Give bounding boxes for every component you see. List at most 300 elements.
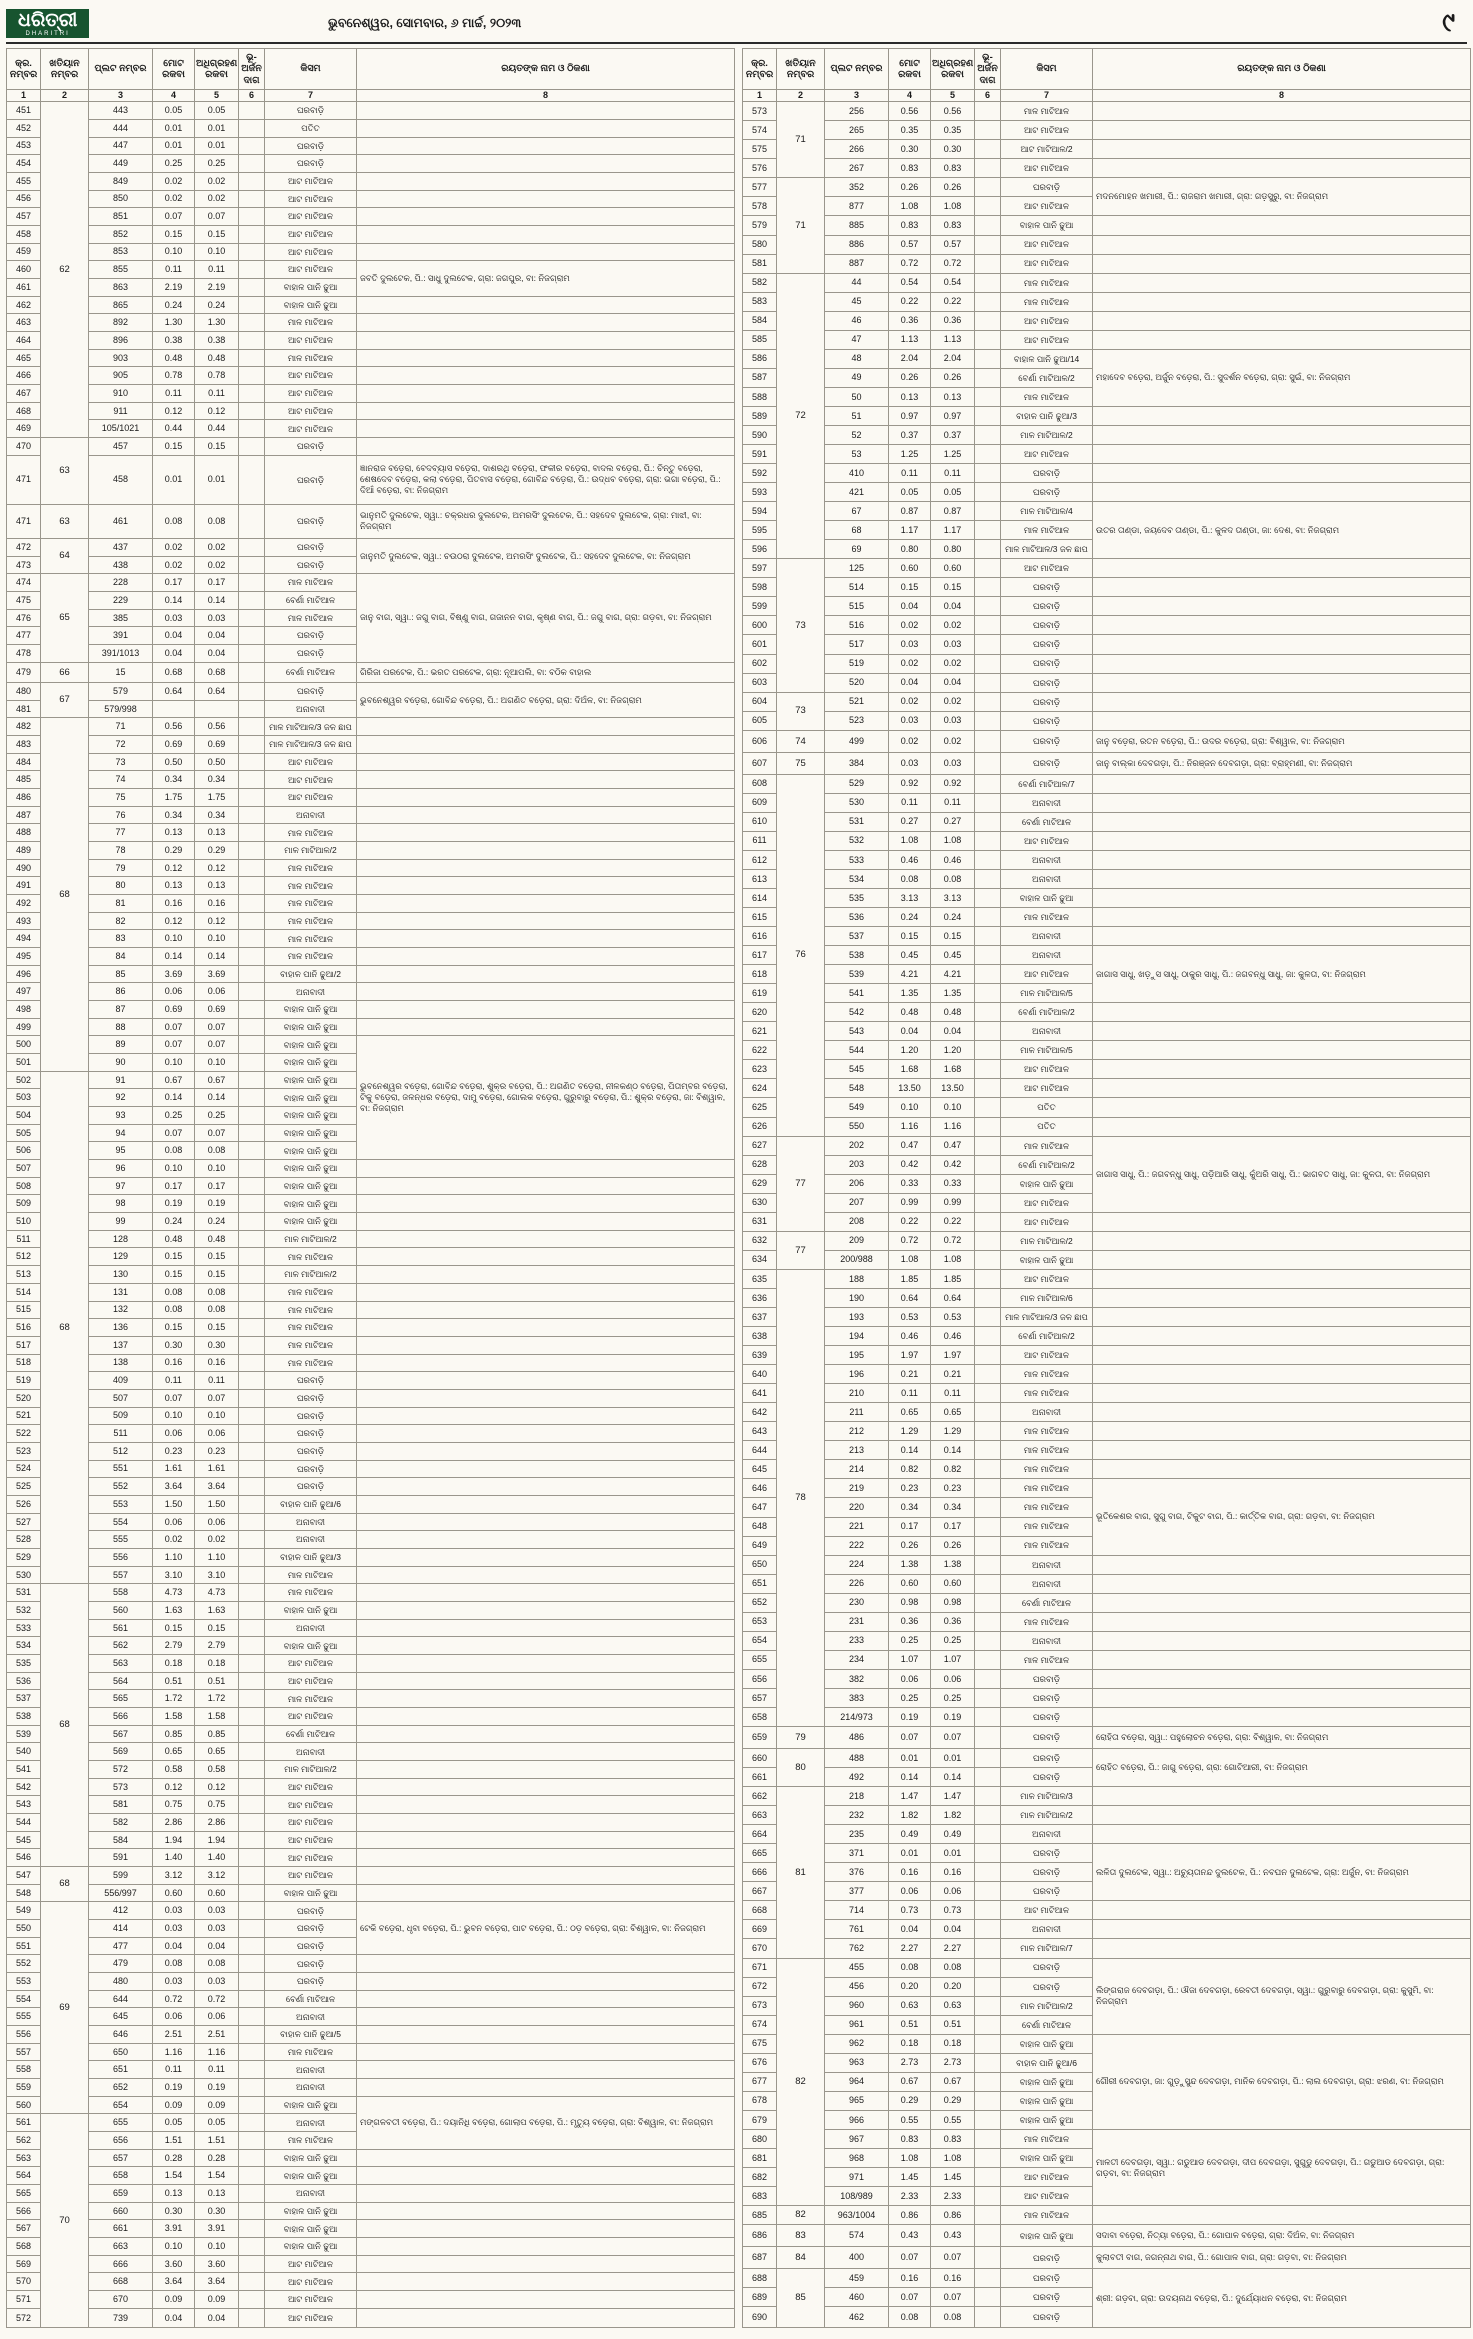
- cell-kisam: ଘରବାଡ଼ି: [265, 682, 357, 700]
- cell-kisam: ଘରବାଡ଼ି: [265, 1425, 357, 1443]
- cell-serial-number: 454: [7, 155, 41, 173]
- cell-plot-number: 566: [89, 1707, 153, 1725]
- cell-serial-number: 522: [7, 1425, 41, 1443]
- cell-serial-number: 571: [7, 2291, 41, 2309]
- cell-owner-name-address: [357, 2061, 735, 2079]
- table-row: [7, 1973, 735, 1991]
- cell-acquired-area: 0.12: [195, 912, 239, 930]
- table-row: [743, 1631, 1471, 1650]
- cell-bhu-arjan: [239, 2043, 265, 2061]
- cell-khata-number: 77: [777, 1136, 825, 1231]
- cell-owner-name-address: [357, 824, 735, 842]
- cell-serial-number: 625: [743, 1098, 777, 1117]
- cell-owner-name-address: [1093, 1825, 1471, 1844]
- cell-plot-number: 75: [89, 789, 153, 807]
- cell-acquired-area: 0.15: [195, 437, 239, 455]
- cell-plot-number: 376: [825, 1863, 889, 1882]
- cell-plot-number: 46: [825, 311, 889, 330]
- table-row: [743, 273, 1471, 292]
- cell-total-area: 2.33: [889, 2187, 931, 2206]
- cell-acquired-area: 1.85: [931, 1269, 975, 1288]
- table-row: [743, 1212, 1471, 1231]
- cell-acquired-area: 0.16: [195, 1354, 239, 1372]
- cell-acquired-area: 0.07: [195, 1124, 239, 1142]
- cell-plot-number: 212: [825, 1422, 889, 1441]
- cell-acquired-area: 0.46: [931, 850, 975, 869]
- column-number-2: 2: [777, 90, 825, 102]
- cell-acquired-area: 0.60: [931, 559, 975, 578]
- cell-total-area: 0.72: [889, 254, 931, 273]
- cell-serial-number: 572: [7, 2308, 41, 2327]
- cell-khata-number: 70: [41, 2114, 89, 2328]
- cell-kisam: ଆଟ ମାଟିଆଳ: [265, 1849, 357, 1867]
- cell-kisam: ଘରବାଡ଼ି: [265, 1389, 357, 1407]
- cell-total-area: 0.02: [889, 616, 931, 635]
- cell-bhu-arjan: [239, 1177, 265, 1195]
- cell-plot-number: 573: [89, 1778, 153, 1796]
- cell-plot-number: 444: [89, 119, 153, 137]
- cell-kisam: ମାଳ ମାଟିଆଳ: [265, 1690, 357, 1708]
- cell-total-area: 0.30: [153, 1336, 195, 1354]
- cell-bhu-arjan: [239, 1778, 265, 1796]
- cell-total-area: 0.03: [153, 609, 195, 627]
- cell-kisam: ଆଟ ମାଟିଆଳ: [1001, 254, 1093, 273]
- cell-serial-number: 452: [7, 119, 41, 137]
- cell-acquired-area: 1.38: [931, 1555, 975, 1574]
- cell-acquired-area: 0.01: [195, 119, 239, 137]
- cell-acquired-area: 0.06: [195, 1425, 239, 1443]
- cell-owner-name-address: [357, 1001, 735, 1019]
- cell-kisam: ମାଳ ମାଟିଆଳ/2: [265, 1230, 357, 1248]
- cell-total-area: 0.17: [889, 1517, 931, 1536]
- cell-total-area: 0.23: [889, 1479, 931, 1498]
- cell-owner-name-address: [357, 1778, 735, 1796]
- cell-serial-number: 519: [7, 1372, 41, 1390]
- cell-owner-name-address: ଜାନୁମତି ଦୁଲଟେକ, ସ୍ୱା.: ଚଉଠରା ଦୁଲଟେକ, ଅମରସିଂ ଦୁଲଟେକ, ପି.: ସହଦେବ ଦୁଲଟେକ, ବା: ନିଜଗ୍ରାମ: [357, 538, 735, 573]
- table-row: [7, 2096, 735, 2114]
- cell-total-area: 0.34: [153, 806, 195, 824]
- column-number-3: 3: [825, 90, 889, 102]
- cell-total-area: 0.09: [153, 2291, 195, 2309]
- cell-total-area: 0.06: [153, 1425, 195, 1443]
- cell-owner-name-address: [1093, 1212, 1471, 1231]
- cell-kisam: ମାଳ ମାଟିଆଳ: [265, 1283, 357, 1301]
- cell-total-area: 0.16: [153, 895, 195, 913]
- cell-total-area: 0.02: [153, 172, 195, 190]
- cell-acquired-area: 0.10: [195, 1407, 239, 1425]
- cell-bhu-arjan: [975, 793, 1001, 812]
- cell-plot-number: 579: [89, 682, 153, 700]
- cell-total-area: 0.13: [153, 2185, 195, 2203]
- cell-bhu-arjan: [239, 2167, 265, 2185]
- cell-owner-name-address: [1093, 235, 1471, 254]
- cell-kisam: ଆଟ ମାଟିଆଳ: [265, 2291, 357, 2309]
- cell-kisam: ବାହାଳ ପାନି ଢୁଆ: [265, 278, 357, 296]
- cell-kisam: ଆଟ ମାଟିଆଳ: [1001, 311, 1093, 330]
- cell-bhu-arjan: [239, 1407, 265, 1425]
- table-row: [7, 1301, 735, 1319]
- cell-kisam: ମାଳ ମାଟିଆଳ/2: [1001, 1996, 1093, 2015]
- table-row: [7, 1601, 735, 1619]
- cell-bhu-arjan: [239, 1354, 265, 1372]
- cell-total-area: 0.10: [889, 1098, 931, 1117]
- cell-plot-number: 863: [89, 278, 153, 296]
- cell-serial-number: 609: [743, 793, 777, 812]
- cell-acquired-area: 0.04: [195, 1937, 239, 1955]
- cell-serial-number: 502: [7, 1071, 41, 1089]
- cell-serial-number: 534: [7, 1637, 41, 1655]
- cell-bhu-arjan: [239, 662, 265, 682]
- cell-total-area: 0.33: [889, 1174, 931, 1193]
- table-row: [743, 2034, 1471, 2053]
- cell-acquired-area: 1.13: [931, 330, 975, 349]
- cell-total-area: 1.50: [153, 1495, 195, 1513]
- cell-bhu-arjan: [239, 1690, 265, 1708]
- cell-acquired-area: 0.08: [195, 1283, 239, 1301]
- cell-acquired-area: 1.51: [195, 2132, 239, 2150]
- cell-owner-name-address: [1093, 311, 1471, 330]
- cell-owner-name-address: [1093, 1920, 1471, 1939]
- cell-owner-name-address: [357, 895, 735, 913]
- cell-total-area: 0.06: [153, 983, 195, 1001]
- cell-serial-number: 498: [7, 1001, 41, 1019]
- cell-plot-number: 219: [825, 1479, 889, 1498]
- cell-kisam: ଅନାବାଦୀ: [265, 1619, 357, 1637]
- cell-bhu-arjan: [239, 225, 265, 243]
- cell-serial-number: 476: [7, 609, 41, 627]
- cell-serial-number: 471: [7, 455, 41, 504]
- table-row: [743, 946, 1471, 965]
- table-row: [743, 1327, 1471, 1346]
- cell-bhu-arjan: [975, 406, 1001, 425]
- cell-plot-number: 849: [89, 172, 153, 190]
- cell-serial-number: 586: [743, 349, 777, 368]
- cell-plot-number: 229: [89, 591, 153, 609]
- cell-bhu-arjan: [975, 197, 1001, 216]
- cell-serial-number: 531: [7, 1584, 41, 1602]
- cell-serial-number: 663: [743, 1806, 777, 1825]
- cell-kisam: ବାହାଳ ପାନି ଢୁଆ: [265, 1637, 357, 1655]
- cell-owner-name-address: [357, 877, 735, 895]
- table-row: [7, 1018, 735, 1036]
- cell-plot-number: 523: [825, 711, 889, 730]
- cell-bhu-arjan: [239, 1955, 265, 1973]
- table-row: [7, 1867, 735, 1885]
- cell-bhu-arjan: [975, 730, 1001, 752]
- cell-acquired-area: 0.28: [195, 2149, 239, 2167]
- cell-kisam: ଘରବାଡ଼ି: [265, 102, 357, 120]
- cell-plot-number: 584: [89, 1831, 153, 1849]
- cell-total-area: 0.98: [889, 1593, 931, 1612]
- cell-serial-number: 665: [743, 1844, 777, 1863]
- table-row: [743, 1365, 1471, 1384]
- cell-kisam: ବାହାଳ ପାନି ଢୁଆ: [1001, 2225, 1093, 2247]
- cell-total-area: 0.60: [153, 1884, 195, 1902]
- cell-owner-name-address: [357, 402, 735, 420]
- cell-serial-number: 690: [743, 2307, 777, 2328]
- cell-acquired-area: 0.24: [195, 1213, 239, 1231]
- cell-total-area: 0.60: [889, 559, 931, 578]
- cell-serial-number: 606: [743, 730, 777, 752]
- cell-serial-number: 521: [7, 1407, 41, 1425]
- cell-plot-number: 383: [825, 1688, 889, 1707]
- cell-kisam: ବାହାଳ ପାନି ଢୁଆ: [265, 1177, 357, 1195]
- cell-owner-name-address: ଟେକି ବଡ଼େରା, ଧୃବା ବଡ଼େରା, ପି.: ଭୁବନ ବଡ଼େରା, ପାଟ ବଡ଼େରା, ପି.: ଠଡ଼ ବଡ଼େରା, ଗ୍ରା: ବିଶ୍ୱାଳ, ବା: ନିଜଗ୍ରାମ: [357, 1902, 735, 1955]
- cell-serial-number: 580: [743, 235, 777, 254]
- cell-total-area: 0.43: [889, 2225, 931, 2247]
- cell-serial-number: 499: [7, 1018, 41, 1036]
- cell-acquired-area: 0.07: [931, 2247, 975, 2269]
- cell-total-area: 0.26: [889, 368, 931, 387]
- cell-acquired-area: 0.83: [931, 159, 975, 178]
- cell-kisam: ଅନାବାଦୀ: [1001, 793, 1093, 812]
- cell-kisam: ବେର୍ଣା ମାଟିଆଳ/2: [1001, 368, 1093, 387]
- cell-kisam: ମାଳ ମାଟିଆଳ/3 ଜଳ ଛାପ: [1001, 1308, 1093, 1327]
- cell-plot-number: 414: [89, 1920, 153, 1938]
- cell-total-area: 1.63: [153, 1601, 195, 1619]
- cell-plot-number: 84: [89, 948, 153, 966]
- cell-plot-number: 486: [825, 1727, 889, 1749]
- cell-kisam: ଆଟ ମାଟିଆଳ: [265, 1867, 357, 1885]
- table-row: [743, 425, 1471, 444]
- cell-total-area: 0.13: [153, 824, 195, 842]
- cell-khata-number: 76: [777, 774, 825, 1136]
- cell-khata-number: 71: [777, 178, 825, 273]
- cell-serial-number: 486: [7, 789, 41, 807]
- cell-serial-number: 616: [743, 927, 777, 946]
- cell-plot-number: 233: [825, 1631, 889, 1650]
- cell-total-area: 0.22: [889, 292, 931, 311]
- cell-bhu-arjan: [239, 437, 265, 455]
- table-row: [743, 330, 1471, 349]
- table-row: [743, 1727, 1471, 1749]
- cell-total-area: 0.15: [153, 1619, 195, 1637]
- cell-plot-number: 539: [825, 965, 889, 984]
- cell-owner-name-address: [357, 1372, 735, 1390]
- cell-owner-name-address: [357, 2008, 735, 2026]
- cell-kisam: ବେର୍ଣା ମାଟିଆଳ: [1001, 1593, 1093, 1612]
- cell-serial-number: 518: [7, 1354, 41, 1372]
- cell-plot-number: 73: [89, 753, 153, 771]
- cell-acquired-area: 0.13: [195, 877, 239, 895]
- cell-serial-number: 474: [7, 574, 41, 592]
- cell-kisam: ବାହାଳ ପାନି ଢୁଆ: [265, 1213, 357, 1231]
- cell-plot-number: 556: [89, 1548, 153, 1566]
- table-row: [743, 578, 1471, 597]
- cell-bhu-arjan: [975, 1806, 1001, 1825]
- cell-total-area: 2.19: [153, 278, 195, 296]
- header-row: [7, 49, 735, 90]
- cell-total-area: 0.86: [889, 2206, 931, 2225]
- cell-acquired-area: 1.10: [195, 1548, 239, 1566]
- table-row: [743, 2247, 1471, 2269]
- table-row: [7, 1902, 735, 1920]
- cell-total-area: 0.07: [153, 1389, 195, 1407]
- cell-khata-number: 68: [41, 1584, 89, 1867]
- cell-kisam: ଆଟ ମାଟିଆଳ: [265, 243, 357, 261]
- table-row: [7, 1195, 735, 1213]
- cell-serial-number: 622: [743, 1041, 777, 1060]
- cell-acquired-area: 0.08: [195, 1955, 239, 1973]
- cell-kisam: ଅନାବାଦୀ: [1001, 946, 1093, 965]
- cell-kisam: ଆଟ ମାଟିଆଳ: [265, 1654, 357, 1672]
- cell-bhu-arjan: [975, 1346, 1001, 1365]
- cell-bhu-arjan: [975, 888, 1001, 907]
- cell-kisam: ଘରବାଡ଼ି: [1001, 635, 1093, 654]
- cell-owner-name-address: ମଙ୍ଗଳବତୀ ବଡ଼େରା, ପି.: ଦୟାନିଧି ବଡ଼େରା, ଗୋଲାପ ବଡ଼େରା, ପି.: ମୃତ୍ୟୁ ବଡ଼େରା, ଗ୍ରା: ବିଶ୍ୱାଳ, ବା: ନିଜଗ୍ରାମ: [357, 2096, 735, 2149]
- cell-kisam: ଘରବାଡ଼ି: [265, 1902, 357, 1920]
- cell-owner-name-address: [357, 1389, 735, 1407]
- cell-plot-number: 51: [825, 406, 889, 425]
- cell-acquired-area: 0.34: [931, 1498, 975, 1517]
- cell-serial-number: 640: [743, 1365, 777, 1384]
- cell-plot-number: 661: [89, 2220, 153, 2238]
- cell-owner-name-address: [357, 1531, 735, 1549]
- cell-owner-name-address: [1093, 1612, 1471, 1631]
- cell-acquired-area: 0.17: [195, 1177, 239, 1195]
- cell-total-area: 1.54: [153, 2167, 195, 2185]
- cell-plot-number: 520: [825, 673, 889, 692]
- cell-khata-number: 69: [41, 1902, 89, 2114]
- cell-acquired-area: 0.04: [931, 673, 975, 692]
- cell-kisam: ମାଳ ମାଟିଆଳ: [1001, 1612, 1093, 1631]
- cell-plot-number: 371: [825, 1844, 889, 1863]
- cell-acquired-area: 0.07: [931, 1727, 975, 1749]
- cell-kisam: ମାଳ ମାଟିଆଳ: [1001, 102, 1093, 121]
- cell-plot-number: 555: [89, 1531, 153, 1549]
- cell-acquired-area: 0.18: [931, 2034, 975, 2053]
- cell-kisam: ଘରବାଡ଼ି: [265, 155, 357, 173]
- table-row: [7, 190, 735, 208]
- cell-kisam: ଆଟ ମାଟିଆଳ: [1001, 2168, 1093, 2187]
- table-row: [7, 2008, 735, 2026]
- cell-bhu-arjan: [975, 1844, 1001, 1863]
- cell-bhu-arjan: [975, 1308, 1001, 1327]
- cell-acquired-area: 0.02: [195, 172, 239, 190]
- cell-bhu-arjan: [975, 1787, 1001, 1806]
- cell-kisam: ଘରବାଡ଼ି: [265, 455, 357, 504]
- cell-bhu-arjan: [239, 591, 265, 609]
- cell-owner-name-address: [1093, 1308, 1471, 1327]
- cell-bhu-arjan: [239, 1036, 265, 1054]
- cell-owner-name-address: [1093, 1269, 1471, 1288]
- cell-serial-number: 567: [7, 2220, 41, 2238]
- cell-acquired-area: 0.43: [931, 2225, 975, 2247]
- cell-acquired-area: 0.15: [931, 927, 975, 946]
- column-header-3: ପ୍ଲଟ ନମ୍ବର: [89, 49, 153, 90]
- cell-owner-name-address: [357, 1849, 735, 1867]
- cell-bhu-arjan: [975, 2307, 1001, 2328]
- cell-kisam: ଅନାବାଦୀ: [265, 2114, 357, 2132]
- cell-plot-number: 44: [825, 273, 889, 292]
- cell-kisam: ଅନାବାଦୀ: [265, 1531, 357, 1549]
- cell-owner-name-address: [357, 1230, 735, 1248]
- cell-plot-number: 656: [89, 2132, 153, 2150]
- cell-owner-name-address: [357, 1743, 735, 1761]
- cell-serial-number: 479: [7, 662, 41, 682]
- cell-serial-number: 685: [743, 2206, 777, 2225]
- cell-plot-number: 69: [825, 540, 889, 559]
- column-header-4: ମୋଟ ରକବା: [889, 49, 931, 90]
- cell-bhu-arjan: [975, 1422, 1001, 1441]
- table-row: [7, 771, 735, 789]
- cell-serial-number: 671: [743, 1958, 777, 1977]
- cell-plot-number: 202: [825, 1136, 889, 1155]
- table-row: [743, 102, 1471, 121]
- cell-bhu-arjan: [975, 1612, 1001, 1631]
- cell-acquired-area: 0.51: [195, 1672, 239, 1690]
- cell-bhu-arjan: [975, 1574, 1001, 1593]
- cell-owner-name-address: ଜାଗାସ ସାଧୁ, ଖଡ଼ୁସ ସାଧୁ, ଠାକୁର ସାଧୁ, ପି.: ଜଗବନ୍ଧୁ ସାଧୁ, ଜା: କୁଳତା, ବା: ନିଜଗ୍ରାମ: [1093, 946, 1471, 1003]
- cell-plot-number: 532: [825, 831, 889, 850]
- cell-serial-number: 528: [7, 1531, 41, 1549]
- cell-acquired-area: 0.01: [931, 1844, 975, 1863]
- cell-bhu-arjan: [975, 2225, 1001, 2247]
- cell-total-area: 0.10: [153, 930, 195, 948]
- cell-total-area: 1.30: [153, 314, 195, 332]
- table-row: [7, 2220, 735, 2238]
- cell-acquired-area: 0.11: [195, 261, 239, 279]
- cell-acquired-area: 0.50: [195, 753, 239, 771]
- cell-owner-name-address: ଜାଗାସ ସାଧୁ, ପି.: ଜଗବନ୍ଧୁ ସାଧୁ, ପଡ଼ିଆରି ସାଧୁ, କୁଁଅରି ସାଧୁ, ପି.: ଭାଗବତ ସାଧୁ, ଜା: କୁଳତା, ବା: ନିଜଗ୍ରାମ: [1093, 1136, 1471, 1212]
- cell-bhu-arjan: [239, 2308, 265, 2327]
- cell-kisam: ମାଳ ମାଟିଆଳ: [1001, 2206, 1093, 2225]
- cell-serial-number: 549: [7, 1902, 41, 1920]
- cell-serial-number: 658: [743, 1707, 777, 1726]
- cell-acquired-area: 0.67: [195, 1071, 239, 1089]
- table-row: [7, 789, 735, 807]
- column-number-3: 3: [89, 90, 153, 102]
- cell-bhu-arjan: [239, 137, 265, 155]
- cell-plot-number: 968: [825, 2149, 889, 2168]
- cell-acquired-area: 0.58: [195, 1760, 239, 1778]
- cell-plot-number: 80: [89, 877, 153, 895]
- cell-kisam: ବାହାଳ ପାନି ଢୁଆ: [1001, 888, 1093, 907]
- cell-owner-name-address: ଗୌରୀ ଦେବଗଡ଼ା, ଜା: ଗୁଡ଼ୁସୁନ୍ଦ ଦେବଗଡ଼ା, ମାନିକ ଦେବଗଡ଼ା, ପି.: ଲାଲ ଦେବଗଡ଼ା, ଗ୍ରା: ଝରଣ, ବା: ନିଜଗ୍ରାମ: [1093, 2034, 1471, 2129]
- cell-bhu-arjan: [239, 2096, 265, 2114]
- cell-plot-number: 443: [89, 102, 153, 120]
- cell-owner-name-address: [357, 1195, 735, 1213]
- cell-acquired-area: 1.47: [931, 1787, 975, 1806]
- cell-total-area: 2.73: [889, 2053, 931, 2072]
- cell-bhu-arjan: [239, 1531, 265, 1549]
- cell-total-area: 0.05: [153, 2114, 195, 2132]
- cell-acquired-area: 0.30: [195, 1336, 239, 1354]
- cell-plot-number: 850: [89, 190, 153, 208]
- cell-total-area: 0.15: [153, 225, 195, 243]
- cell-total-area: 1.51: [153, 2132, 195, 2150]
- cell-plot-number: 194: [825, 1327, 889, 1346]
- cell-serial-number: 577: [743, 178, 777, 197]
- cell-serial-number: 676: [743, 2053, 777, 2072]
- cell-serial-number: 647: [743, 1498, 777, 1517]
- cell-kisam: ଅନାବାଦୀ: [1001, 1022, 1093, 1041]
- cell-acquired-area: 1.94: [195, 1831, 239, 1849]
- cell-serial-number: 510: [7, 1213, 41, 1231]
- cell-total-area: 0.02: [889, 730, 931, 752]
- cell-bhu-arjan: [975, 1631, 1001, 1650]
- cell-total-area: 1.75: [153, 789, 195, 807]
- cell-owner-name-address: [357, 1213, 735, 1231]
- cell-plot-number: 438: [89, 556, 153, 574]
- cell-plot-number: 267: [825, 159, 889, 178]
- cell-bhu-arjan: [975, 965, 1001, 984]
- cell-acquired-area: 0.24: [195, 296, 239, 314]
- cell-bhu-arjan: [239, 1601, 265, 1619]
- cell-owner-name-address: [357, 1725, 735, 1743]
- cell-kisam: ଘରବାଡ଼ି: [265, 556, 357, 574]
- cell-total-area: 0.06: [153, 2008, 195, 2026]
